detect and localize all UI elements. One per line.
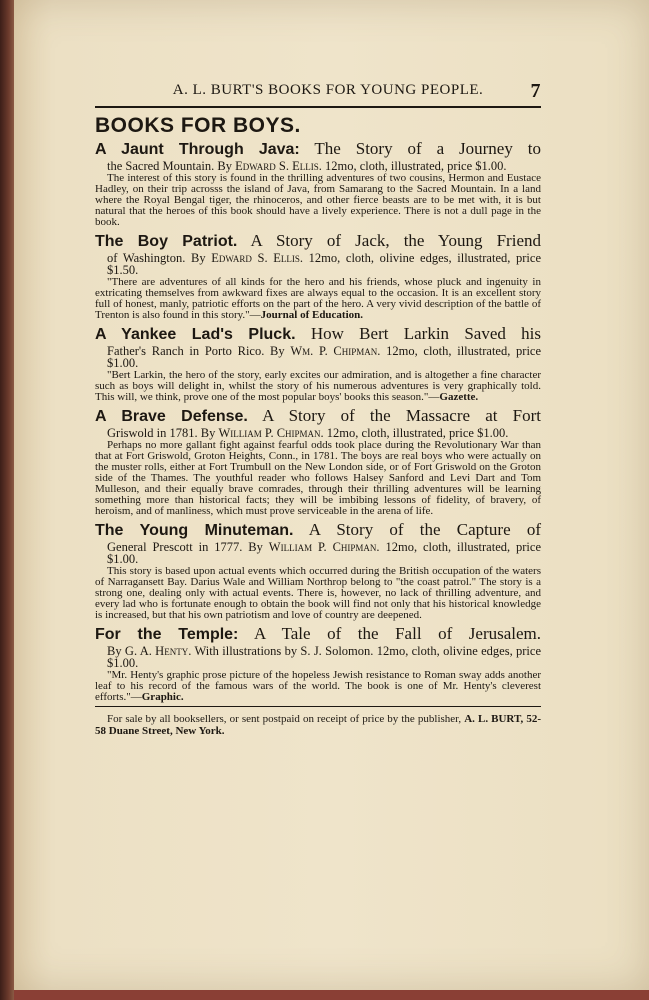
book-subtitle: A Story of Jack, the Young Friend — [250, 231, 541, 250]
book-subtitle: How Bert Larkin Saved his — [310, 324, 541, 343]
page-content — [95, 82, 541, 737]
details-post: With illustrations by S. J. Solomon. 12mo, cloth, olivine edges, price $1.00. — [107, 644, 542, 670]
footer-text: For sale by all booksellers, or sent postpaid on receipt of price by the publisher, — [107, 713, 462, 725]
details-post: 12mo, cloth, illustrated, price $1.00. — [324, 159, 507, 173]
details-post: 12mo, cloth, illustrated, price $1.00. — [326, 426, 509, 440]
description-text: Perhaps no more gallant fight against fearful odds took place during the Revolutionary War than that at Fort Griswold, Groton Heights, Conn., in 1781. The boys are real boys who were actually on the muster rolls, either at Fort Trumbull on the New London side, or of Fort Griswold on the Groton side of the Thames. The youthful reader who follows Halsey Sanford and Levi Dart and Tom Mulleson, and their equally brave comrades, through their thrilling adventures will be learning something more than historical facts; they will be imbibing lessons of fidelity, of bravery, of heroism, and of manliness, which must prove serviceable in the arena of life. — [95, 439, 541, 517]
details-pre: General Prescott in 1777. By — [107, 540, 263, 554]
book-description — [95, 440, 541, 517]
book-title-line — [95, 324, 541, 345]
footer-rule — [95, 706, 541, 707]
review-source: Gazette. — [439, 391, 479, 403]
book-subtitle: The Story of a Journey to — [314, 139, 541, 158]
section-title: BOOKS FOR BOYS. — [95, 114, 301, 137]
description-text: "There are adventures of all kinds for the hero and his friends, whose pluck and ingenuity in extricating themselves from awkward fixes are always equal to the occasion. It is an excellent story full of honest, manly, patriotic efforts on the part of the hero. A very vivid description of the battle of Trenton is also found in this story."— — [95, 276, 541, 321]
details-post: 12mo, cloth, illustrated, price $1.00. — [107, 344, 542, 370]
details-pre: By — [107, 644, 122, 658]
book-details — [107, 345, 541, 369]
footer-note — [95, 713, 541, 737]
header-rule — [95, 106, 541, 108]
book-title: A Jaunt Through Java: — [95, 141, 300, 158]
details-pre: the Sacred Mountain. By — [107, 159, 232, 173]
publisher-address: A. L. BURT, 52-58 Duane Street, New York. — [95, 713, 541, 737]
book-entry — [95, 139, 541, 228]
description-text: "Mr. Henty's graphic prose picture of the hopeless Jewish resistance to Roman sway adds another leaf to his record of the famous wars of the world. The book is one of Mr. Henty's cleverest efforts."— — [95, 669, 541, 703]
book-description — [95, 670, 541, 703]
book-description — [95, 173, 541, 228]
book-subtitle: A Story of the Massacre at Fort — [262, 406, 541, 425]
details-pre: Griswold in 1781. By — [107, 426, 216, 440]
review-source: Graphic. — [141, 691, 184, 703]
details-post: 12mo, cloth, illustrated, price $1.00. — [107, 540, 541, 566]
book-entry — [95, 520, 541, 621]
book-title-line — [95, 139, 541, 160]
book-author: Edward S. Ellis. — [211, 251, 304, 265]
book-author: Edward S. Ellis. — [235, 159, 322, 173]
book-title: The Young Minuteman. — [95, 522, 294, 539]
book-entry — [95, 624, 541, 703]
book-title: A Yankee Lad's Pluck. — [95, 326, 296, 343]
book-details — [107, 427, 541, 439]
book-title-line — [95, 231, 541, 252]
book-list — [95, 139, 541, 703]
book-author: Wm. P. Chipman. — [290, 344, 381, 358]
book-title: The Boy Patriot. — [95, 233, 238, 250]
book-details — [107, 160, 541, 172]
book-entry — [95, 324, 541, 403]
description-text: "Bert Larkin, the hero of the story, early excites our admiration, and is altogether a fine character such as boys will delight in, whilst the story of his numerous adventures is very graphically told. This will, we think, prove one of the most popular boys' books this season."— — [95, 369, 541, 403]
book-spine — [0, 0, 14, 1000]
book-entry — [95, 231, 541, 321]
book-details — [107, 252, 541, 276]
book-title-line — [95, 624, 541, 645]
page-number: 7 — [530, 80, 541, 102]
book-subtitle: A Story of the Capture of — [308, 520, 542, 539]
book-title: For the Temple: — [95, 626, 239, 643]
book-description — [95, 277, 541, 321]
review-source: Journal of Education. — [260, 309, 364, 321]
description-text: The interest of this story is found in the thrilling adventures of two cousins, Hermon and Eustace Hadley, on their trip acrosss the island of Java, from Samarang to the Sacred Mountain. In a land where the Royal Bengal tiger, the rhinoceros, and other fierce beasts are to be met with, it is but natural that the heroes of this book should have a lively experience. There is not a dull page in the book. — [95, 172, 541, 228]
running-head — [95, 82, 541, 104]
book-title-line — [95, 406, 541, 427]
details-post: 12mo, cloth, olivine edges, illustrated, price $1.50. — [107, 251, 542, 277]
description-text: This story is based upon actual events which occurred during the British occupation of the waters of Narragansett Bay. Darius Wale and William Northrop belong to "the coast patrol." The story is a strong one, dealing only with actual events. There is, however, no lack of thrilling adventure, and every lad who is fortunate enough to obtain the book will find not only that his historical knowledge is increased, but that his own patriotism and love of country are deepened. — [95, 565, 541, 621]
book-title-line — [95, 520, 541, 541]
book-author: G. A. Henty. — [124, 644, 192, 658]
book-entry — [95, 406, 541, 517]
book-author: William P. Chipman. — [268, 540, 380, 554]
book-author: William P. Chipman. — [218, 426, 324, 440]
book-details — [107, 645, 541, 669]
details-pre: Father's Ranch in Porto Rico. By — [107, 344, 285, 358]
book-title: A Brave Defense. — [95, 408, 248, 425]
page-bottom-edge — [14, 990, 649, 1000]
book-description — [95, 370, 541, 403]
details-pre: of Washington. By — [107, 251, 206, 265]
book-subtitle: A Tale of the Fall of Jerusalem. — [254, 624, 542, 643]
book-description — [95, 566, 541, 621]
running-head-text: A. L. BURT'S BOOKS FOR YOUNG PEOPLE. — [172, 82, 484, 98]
book-details — [107, 541, 541, 565]
